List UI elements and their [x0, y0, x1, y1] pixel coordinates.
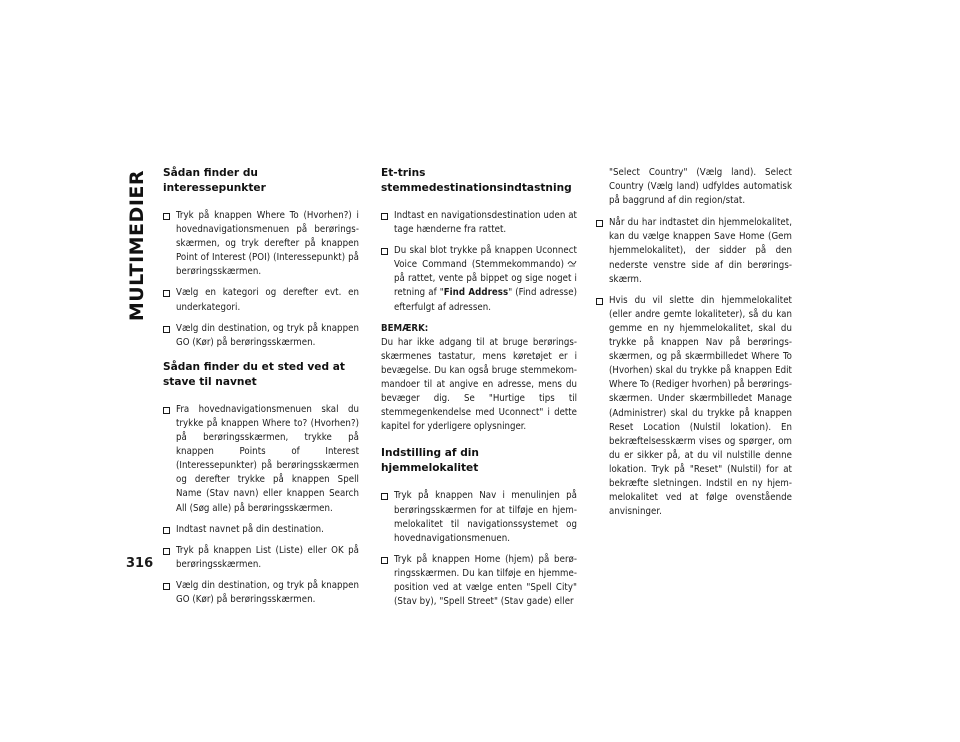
checkbox-bullet-icon	[163, 290, 170, 297]
list-item: Vælg en kategori og derefter evt. en underkategori.	[163, 286, 359, 314]
checkbox-bullet-icon	[163, 213, 170, 220]
checkbox-bullet-icon	[596, 220, 603, 227]
column-3	[596, 166, 792, 526]
checkbox-bullet-icon	[163, 583, 170, 590]
checkbox-bullet-icon	[381, 493, 388, 500]
column-2	[381, 166, 577, 616]
checkbox-bullet-icon	[163, 527, 170, 534]
voice-steps-list	[381, 209, 577, 315]
home-steps-list-continued	[596, 216, 792, 519]
list-item: Indtast en navigationsdestination uden at tage hænderne fra rattet.	[381, 209, 577, 237]
continued-paragraph: "Select Country" (Vælg land). Select Country (Vælg land) udfyldes automatisk på baggrund af din region/stat.	[609, 167, 792, 207]
list-item: Tryk på knappen Where To (Hvorhen?) i hovednavigationsmenuen på berøringsskærmen, og tryk derefter på knappen Point of Interest (POI) (Interessepunkt) på berøringsskærmen.	[163, 209, 359, 279]
home-steps-list	[381, 489, 577, 609]
checkbox-bullet-icon	[163, 548, 170, 555]
checkbox-bullet-icon	[381, 557, 388, 564]
find-address-phrase: Find Address	[443, 287, 509, 299]
list-item: Vælg din destination, og tryk på knappen GO (Kør) på berøringsskærmen.	[163, 579, 359, 607]
list-item: Tryk på knappen Nav i menulinjen på berøringsskærmen for at tilføje en hjemmelokalitet til navigationssystemet og hovednavigationsmenuen.	[381, 489, 577, 545]
checkbox-bullet-icon	[381, 213, 388, 220]
list-item: Fra hovednavigationsmenuen skal du trykke på knappen Where to? (Hvorhen?) på berøringsskærmen, trykke på knappen Points of Interest (Interessepunkter) på berøringsskærmen og derefter trykke på knappen Spell Name (Stav navn) eller knappen Search All (Søg alle) på berøringsskærmen.	[163, 403, 359, 516]
page-number: 316	[126, 556, 154, 571]
voice-command-icon	[567, 258, 577, 268]
list-item: Du skal blot trykke på knappen Uconnect Voice Command (Stemmekommando) på rattet, vente på bippet og sige noget i retning af "Find Address" (Find adresse) efterfulgt af adressen.	[381, 244, 577, 314]
list-item: Tryk på knappen Home (hjem) på berøringsskærmen. Du kan tilføje en hjemmeposition ved at vælge enten "Spell City" (Stav by), "Spell Street" (Stav gade) eller	[381, 553, 577, 609]
note-text: Du har ikke adgang til at bruge berøringsskærmenes tastatur, mens køretøjet er i bevægelse. Du kan også bruge stemmekommandoer til at angive en adresse, mens du bevæger dig. Se "Hurtige tips til stemmegenkendelse med Uconnect" i dette kapitel for yderligere oplysninger.	[381, 336, 577, 433]
list-item: Når du har indtastet din hjemmelokalitet, kan du vælge knappen Save Home (Gem hjemmelokalitet), der sidder på den nederste venstre side af din berøringsskærm.	[596, 216, 792, 286]
heading-home-location: Indstilling af din hjemmelokalitet	[381, 447, 479, 475]
note-label: BEMÆRK:	[381, 322, 429, 334]
checkbox-bullet-icon	[596, 298, 603, 305]
list-item: Vælg din destination, og tryk på knappen GO (Kør) på berøringsskærmen.	[163, 322, 359, 350]
heading-voice-destination: Et-trins stemmedestinationsindtastning	[381, 167, 572, 194]
list-item: Indtast navnet på din destination.	[163, 523, 359, 537]
list-item: Hvis du vil slette din hjemmelokalitet (eller andre gemte lokaliteter), så du kan gemme en ny hjemmelokalitet, skal du trykke på knappen Nav på berøringsskærmen, og på skærmbilledet Where To (Hvorhen) skal du trykke på knappen Edit Where To (Rediger hvorhen) på berøringsskærmen. Under skærmbilledet Manage (Administrer) skal du trykke på knappen Reset Location (Nulstil lokation). En bekræftelsesskærm vises og spørger, om du er sikker på, at du vil nulstille denne lokation. Tryk på "Reset" (Nulstil) for at bekræfte sletningen. Indstil en ny hjemmelokalitet ved at følge ovenstående anvisninger.	[596, 294, 792, 520]
checkbox-bullet-icon	[381, 248, 388, 255]
list-item: Tryk på knappen List (Liste) eller OK på berøringsskærmen.	[163, 544, 359, 572]
poi-steps-list	[163, 209, 359, 350]
column-1	[163, 166, 359, 614]
heading-spell-name: Sådan finder du et sted ved at stave til navnet	[163, 360, 345, 388]
spell-name-steps-list	[163, 403, 359, 607]
section-tab: MULTIMEDIER	[126, 170, 148, 322]
heading-find-poi: Sådan finder du interessepunkter	[163, 167, 266, 194]
checkbox-bullet-icon	[163, 407, 170, 414]
checkbox-bullet-icon	[163, 326, 170, 333]
